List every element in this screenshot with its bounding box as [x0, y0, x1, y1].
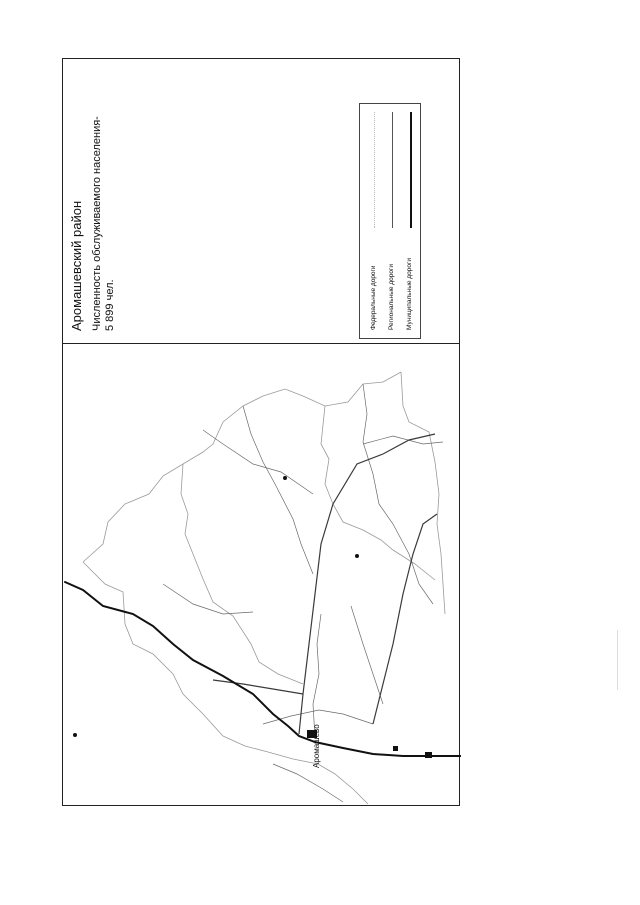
- info-panel-rotated-content: [63, 59, 461, 343]
- district-title: Аромашевский район: [69, 200, 84, 331]
- legend-line-federal: [374, 112, 375, 228]
- legend-item-municipal: [406, 258, 413, 330]
- boundary-inner-east: [321, 406, 435, 580]
- road-mun-8: [273, 764, 343, 802]
- road-mun-2: [243, 406, 313, 574]
- municipal-roads: [163, 384, 443, 802]
- road-reg-3: [213, 680, 303, 694]
- road-mun-7: [263, 710, 373, 724]
- settlements: [73, 476, 432, 758]
- legend-label-federal: Федеральные дороги: [370, 265, 377, 330]
- settlement-label: Аромашево: [312, 724, 321, 768]
- population-label: Численность обслуживаемого населения-: [91, 116, 103, 331]
- road-mun-4: [163, 584, 253, 614]
- info-panel: [63, 59, 461, 343]
- population-value: 5 899 чел.: [104, 279, 116, 331]
- legend-line-municipal: [410, 112, 412, 228]
- settlement-minor-2: [393, 746, 398, 751]
- settlement-minor-3: [283, 476, 287, 480]
- boundary-north: [83, 372, 401, 562]
- road-mun-3: [313, 614, 321, 738]
- map-sheet-frame: [62, 58, 460, 806]
- road-mun-5: [363, 384, 379, 504]
- legend-label-municipal: Муниципальные дороги: [406, 258, 413, 330]
- settlement-minor-4: [355, 554, 359, 558]
- road-reg-1: [299, 434, 435, 734]
- scan-artifact: [617, 630, 618, 690]
- legend-item-regional: [388, 264, 395, 330]
- road-mun-6: [379, 504, 433, 604]
- road-reg-2: [373, 514, 437, 724]
- legend-item-federal: [370, 265, 377, 330]
- road-map: [63, 344, 461, 806]
- legend: [359, 103, 421, 339]
- settlement-minor-5: [73, 733, 77, 737]
- road-mun-10: [351, 606, 383, 704]
- legend-line-regional: [392, 112, 393, 228]
- settlement-minor-1: [425, 752, 432, 758]
- boundary-south: [83, 562, 368, 804]
- road-mun-1: [203, 430, 313, 494]
- boundary-inner-west: [181, 464, 303, 684]
- legend-label-regional: Региональные дороги: [388, 264, 395, 330]
